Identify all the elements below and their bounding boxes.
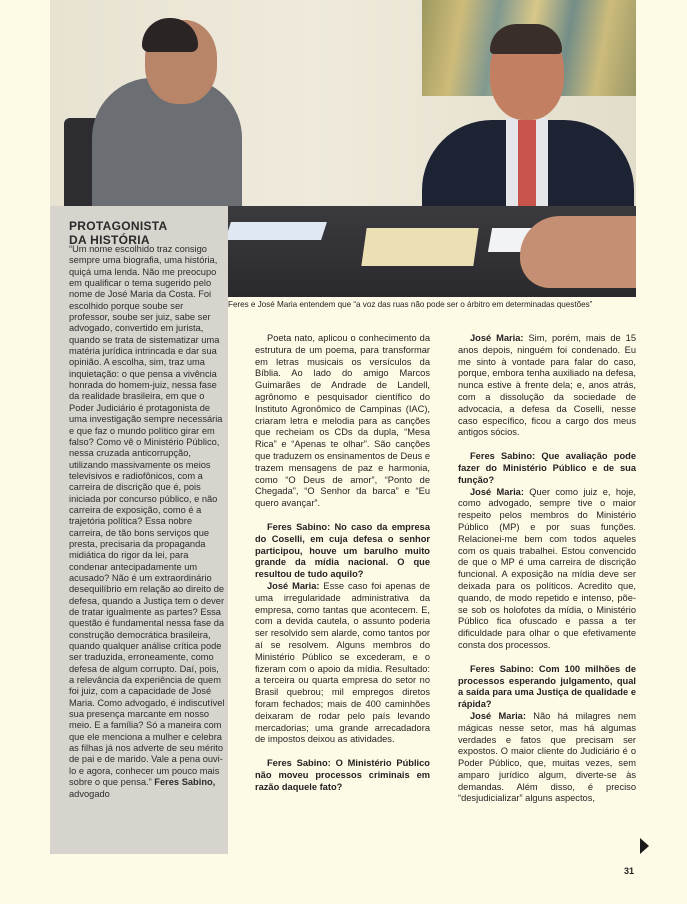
answer-text: Esse caso foi apenas de uma irregularidade administrativa da empresa, como tantas que acontecem. E, com a devida cautela, o assunto poderia ser resolvido sem alarde, como tantos por aí se resolvem. Alguns membros do Ministério Público se excederam, e o fizeram com o apoio da mídia. Resultado: a terceira ou quarta empresa do setor no Brasil quebrou; mil empregos diretos foram fechados; mais de 400 caminhões deixaram de rodar pelo país levando mercadorias; uma grande arrecadadora de impostos deixou as atividades. xyxy=(255,580,430,745)
photo-paper xyxy=(225,222,327,240)
answer-speaker: José Maria: xyxy=(470,710,526,721)
answer-text: Sim, porém, mais de 15 anos depois, ninguém foi condenado. Eu me sinto à vontade para falar do caso, porque, embora tenha auxiliado na defesa, nunca estive à frente dela; e, anos atrás, com a dissolução da sociedade de advocacia, a defesa da Coselli, nesse caso específico, ficou a cargo dos meus antigos sócios. xyxy=(458,333,637,438)
page-number: 31 xyxy=(624,866,635,876)
photo-hand xyxy=(520,216,636,288)
interview-question: Feres Sabino: Que avaliação pode fazer do Ministério Público e de sua função? xyxy=(458,451,636,485)
answer-speaker: José Maria: xyxy=(267,580,320,591)
answer-text: Não há milagres nem mágicas nesse setor, mas há algumas verdades e fatos que precisam ser expostos. O maior cliente do Judiciário é o Poder Público, que, muitas vezes, sem amparo jurídico algum, diverte-se às demandas. Além disso, é preciso “desjudicializar” alguns aspectos, xyxy=(458,710,636,804)
interview-answer xyxy=(255,581,430,746)
sidebar-signature-role: advogado xyxy=(69,788,110,799)
photo-man-right-tie xyxy=(518,120,536,208)
article-column-2 xyxy=(458,333,636,805)
interview-question: Feres Sabino: O Ministério Público não moveu processos criminais em razão daquele fato? xyxy=(255,758,430,792)
sidebar-box xyxy=(50,206,228,854)
sidebar-signature: Feres Sabino, xyxy=(154,777,216,788)
sidebar-title-line: DA HISTÓRIA xyxy=(69,233,150,247)
sidebar-quote: “Um nome escolhido traz consigo sempre uma biografia, uma história, quiçá uma lenda. Não me preocupo em qualificar o tema sugerido pelo nome de José Maria da Costa. Foi escolhido porque soube ser professor, soube ser juiz, sabe ser advogado, convertido em jurista, quando se trata de sistematizar uma matéria jurídica intrincada e dar sua opinião. A escolha, sim, traz uma inquietação: o que pensa a vivência honrada do homem-juiz, nessa fase da realidade brasileira, em que o Poder Judiciário é protagonista de uma investigação sempre necessária e que faz o mundo político girar em falso? Como vê o Ministério Público, nessa cruzada anticorrupção, utilizando massivamente os meios televisivos e radiofônicos, com a carreira de discrição que é, pois iniciada por concurso público, e não carreira de exposição, como é a trajetória política? Essa nobre carreira, de tão bons serviços que presta, precisaria da propaganda midiática do rigor da lei, para condenar antecipadamente um acusado? Não é um extraordinário desequilíbrio em relação ao direito de defesa, quando a Justiça tem o dever de tratar igualmente as partes? Essa questão é fundamental nessa fase da construção democrática brasileira, quando qualquer análise crítica pode ser traduzida, erroneamente, como defesa de algum corrupto. Daí, pois, a relevância da experiência de quem foi juiz, com a capacidade de José Maria. Como advogado, é indiscutível sua presença marcante em nosso meio. E a família? Só a maneira com que ele menciona a mulher e celebra as filhas já nos adverte de seu mérito de pai e de marido. Vale a pena ouvi-lo e agora, conhecer um pouco mais sobre o que pensa.” xyxy=(69,244,225,788)
sidebar-title xyxy=(69,219,219,247)
answer-speaker: José Maria: xyxy=(470,486,524,497)
interview-answer xyxy=(458,487,636,652)
interview-answer xyxy=(458,711,636,805)
photo-paper xyxy=(361,228,478,266)
interview-answer xyxy=(458,333,636,439)
interview-question: Feres Sabino: No caso da empresa do Coselli, em cuja defesa o senhor participou, houve um barulho muito grande da mídia nacional. O que resultou de tudo aquilo? xyxy=(255,521,430,580)
interview-question: Feres Sabino: Com 100 milhões de processos esperando julgamento, qual a saída para uma Justiça de qualidade e rápida? xyxy=(458,663,636,710)
answer-text: Quer como juiz e, hoje, como advogado, sempre tive o maior respeito pelos membros do Ministério Público (MP) e por suas funções. Relacionei-me bem com todos aqueles com os quais trabalhei. Estou convencido de que o MP é uma carreira de discrição funcional. A exposição na mídia deve ser deixada para os políticos. Acredito que, quando, de modo repetido e intenso, põe-se sob os holofotes da mídia, o Ministério Público fica ofuscado e passa a ter dificuldade para olhar o que efetivamente consta dos processos. xyxy=(458,486,636,650)
continue-arrow-icon xyxy=(640,838,649,854)
article-paragraph: Poeta nato, aplicou o conhecimento da estrutura de um poema, para transformar em letras musicais os versículos da Bíblia. Ao lado do amigo Marcos Guimarães de Andrade de Landell, agrônomo e pesquisador científico do Instituto Agronômico de Campinas (IAC), criaram letra e melodia para as canções que recheiam os CDs da dupla, “Mesa Rica” e “Apenas te olhar”. São canções que traduzem os ensinamentos de Deus e trazem mensagens de paz e harmonia, como “O Deus de amor”, “Ponto de Chegada”, “O Senhor da barca” e “Eu quero avançar”. xyxy=(255,333,430,509)
answer-speaker: José Maria: xyxy=(470,333,524,343)
photo-caption: Feres e José Maria entendem que “a voz das ruas não pode ser o árbitro em determinadas questões” xyxy=(228,300,593,309)
sidebar-text xyxy=(69,244,225,800)
sidebar-title-line: PROTAGONISTA xyxy=(69,219,168,233)
article-column-1 xyxy=(255,333,430,793)
photo-man-right-hair xyxy=(490,24,562,54)
